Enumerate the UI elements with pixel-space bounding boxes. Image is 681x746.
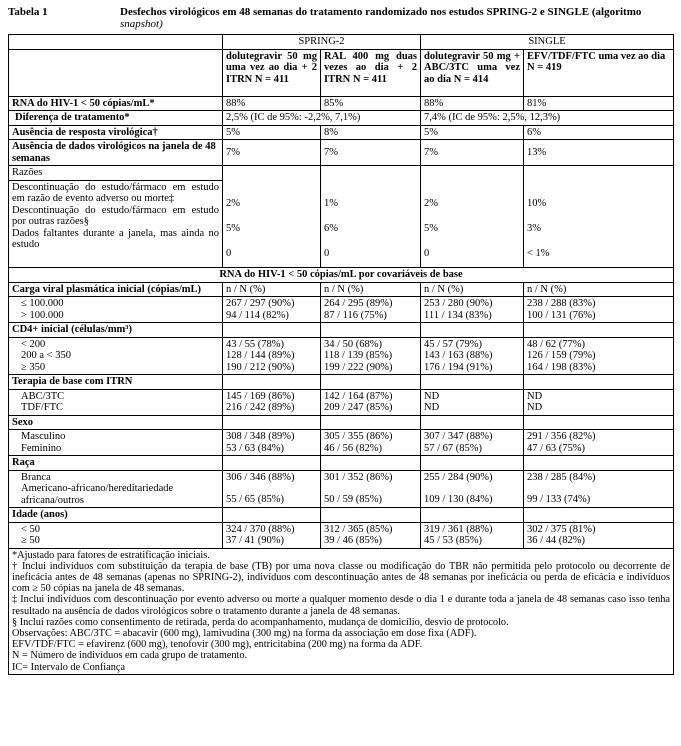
section-header-row — [9, 375, 674, 390]
covariate-value: 109 / 130 (84%) — [424, 494, 493, 505]
footnote: IC= Intervalo de Confiança — [12, 661, 126, 673]
covariate-value: 145 / 169 (86%) — [226, 390, 295, 402]
covariate-value: 255 / 284 (90%) — [424, 471, 493, 483]
covariate-value: 307 / 347 (88%) — [424, 431, 493, 442]
covariate-value: 57 / 67 (85%) — [424, 442, 483, 454]
covariate-label: TDF/FTC — [21, 402, 64, 413]
covariate-value: 50 / 59 (85%) — [324, 494, 383, 505]
covariate-value: 45 / 57 (79%) — [424, 338, 483, 350]
covariate-value: 209 / 247 (85%) — [324, 402, 393, 413]
covariate-value: 190 / 212 (90%) — [226, 361, 295, 373]
section-header-row — [9, 508, 674, 523]
covariate-value: 55 / 65 (85%) — [226, 494, 285, 505]
section-data-row — [9, 430, 674, 456]
covariate-label: < 200 — [21, 338, 46, 350]
footnote: *Ajustado para fatores de estratificação iniciais. — [12, 549, 210, 561]
group-spring2: SPRING-2 — [223, 35, 421, 50]
covariate-label: Americano-africano/hereditariedade africana/outros — [21, 483, 174, 506]
covariate-value: 48 / 62 (77%) — [527, 338, 586, 350]
covariate-value: 111 / 134 (83%) — [424, 309, 492, 321]
section-title: Terapia de base com ITRN — [9, 375, 223, 390]
noresp-row: Ausência de resposta virológica† 5% 8% 5% 6% — [9, 125, 674, 140]
footnote: ‡ Inclui indivíduos com descontinuação por evento adverso ou morte a qualquer momento desde o dia 1 e durante toda a janela de 48 semanas caso isso tenha resultado na ausência de dados virológicos sobre o tratamento durante a janela de 48 semanas. — [12, 594, 670, 617]
covariate-value: 238 / 285 (84%) — [527, 471, 596, 483]
covariate-value: ND — [527, 402, 543, 413]
covariate-value: ND — [527, 390, 543, 402]
reasons-row: Razões Descontinuação do estudo/fármaco em estudo em razão de evento adverso ou morte‡ Descontinuação do estudo/fármaco em estudo por outras razões§ Dados faltantes durante a janela, mas ainda no estudo 2% 5% 0 1% 6% 0 2% 5% 0 10% 3% < 1% — [9, 166, 674, 268]
section-data-row — [9, 389, 674, 415]
reason-adverse-label: Descontinuação do estudo/fármaco em estudo em razão de evento adverso ou morte‡ — [9, 180, 222, 205]
covariate-value: 126 / 159 (79%) — [527, 350, 596, 361]
covariate-value: 43 / 55 (78%) — [226, 338, 285, 350]
covariate-value: 128 / 144 (89%) — [226, 350, 295, 361]
covariate-value: 46 / 56 (82%) — [324, 442, 383, 454]
arms-header-row — [9, 49, 674, 96]
covariate-value: 36 / 44 (82%) — [527, 535, 586, 546]
covariate-value: 312 / 365 (85%) — [324, 523, 393, 535]
section-title: CD4+ inicial (células/mm³) — [9, 323, 223, 338]
covariate-value: ND — [424, 390, 440, 402]
section-header-row — [9, 415, 674, 430]
section-title: Sexo — [9, 415, 223, 430]
footnote: † Inclui indivíduos com substituição da terapia de base (TB) por uma nova classe ou modificação do TBR não permitida pelo protocolo ou decorrente de ineficácia antes de 48 semanas (apenas no SPRING-2), indivíduos com descontinuação antes de 48 semanas por ineficácia ou perda de eficácia e indivíduos com ≥ 50 cópias na janela de 48 semanas. — [12, 560, 670, 595]
group-header-row — [9, 35, 674, 50]
covariate-value: 45 / 53 (85%) — [424, 535, 483, 546]
covariate-label: ≥ 350 — [21, 361, 46, 373]
footnote: N = Número de indivíduos em cada grupo de tratamento. — [12, 650, 248, 662]
covariate-label: < 50 — [21, 523, 41, 535]
covariate-value: 308 / 348 (89%) — [226, 431, 295, 442]
footnote: EFV/TDF/FTC = efavirenz (600 mg), tenofovir (300 mg), entricitabina (200 mg) na forma da ADF. — [12, 639, 423, 651]
covariate-value: 39 / 46 (85%) — [324, 535, 383, 546]
covariate-label: Masculino — [21, 431, 66, 442]
arm-ral: RAL 400 mg duas vezes ao dia + 2 ITRN N = 411 — [321, 49, 421, 96]
reason-other-label: Descontinuação do estudo/fármaco em estudo por outras razões§ — [12, 204, 219, 227]
column-unit: n / N (%) — [223, 282, 321, 297]
covariate-value: 87 / 116 (75%) — [324, 309, 387, 321]
covariate-value: 253 / 280 (90%) — [424, 298, 493, 309]
arm-dtg-spring: dolutegravir 50 mg uma vez ao dia + 2 ITRN N = 411 — [223, 49, 321, 96]
covariate-value: 305 / 355 (86%) — [324, 431, 393, 442]
notes-row — [9, 548, 674, 674]
diff-row: Diferença de tratamento* 2,5% (IC de 95%: -2,2%, 7,1%) 7,4% (IC de 95%: 2,5%, 12,3%) — [9, 111, 674, 126]
arm-dtg-single: dolutegravir 50 mg + ABC/3TC uma vez ao dia N = 414 — [421, 49, 524, 96]
column-unit: n / N (%) — [321, 282, 421, 297]
outcomes-table — [8, 34, 674, 675]
covariate-value: 99 / 133 (74%) — [527, 494, 591, 505]
covariate-value: 267 / 297 (90%) — [226, 298, 295, 309]
covariate-label: ABC/3TC — [21, 390, 65, 402]
footnote: § Inclui razões como consentimento de retirada, perda do acompanhamento, mudança de domicílio, desvio de protocolo. — [12, 616, 509, 628]
covariate-value: 164 / 198 (83%) — [527, 361, 596, 373]
covariate-value: 143 / 163 (88%) — [424, 350, 493, 361]
reason-missing-label: Dados faltantes durante a janela, mas ainda no estudo — [12, 227, 219, 250]
covariate-value: ND — [424, 402, 440, 413]
covariate-value: 238 / 288 (83%) — [527, 298, 596, 309]
section-title: Carga viral plasmática inicial (cópias/mL) — [9, 282, 223, 297]
covariate-value: 100 / 131 (76%) — [527, 309, 596, 321]
covariate-value: 47 / 63 (75%) — [527, 442, 586, 454]
section-data-row — [9, 337, 674, 375]
covariate-value: 306 / 346 (88%) — [226, 471, 295, 483]
covariate-value: 142 / 164 (87%) — [324, 390, 393, 402]
section-data-row — [9, 297, 674, 323]
covariate-label: 200 a < 350 — [21, 350, 71, 361]
reasons-heading: Razões — [12, 167, 43, 178]
table-title: Desfechos virológicos em 48 semanas do tratamento randomizado nos estudos SPRING-2 e SINGLE (algoritmo snapshot) — [120, 6, 642, 30]
section-header-row — [9, 323, 674, 338]
covariate-value: 53 / 63 (84%) — [226, 442, 285, 454]
covariate-value: 291 / 356 (82%) — [527, 431, 596, 442]
nodata-row: Ausência de dados virológicos na janela de 48 semanas 7% 7% 7% 13% — [9, 140, 674, 166]
covariate-value: 176 / 194 (91%) — [424, 361, 493, 373]
table-label: Tabela 1 — [8, 6, 48, 18]
footnote: Observações: ABC/3TC = abacavir (600 mg), lamivudina (300 mg) na forma da associação em dose fixa (ADF). — [12, 627, 477, 639]
rna-row: RNA do HIV-1 < 50 cópias/mL* 88% 85% 88% 81% — [9, 96, 674, 111]
covariate-value: 118 / 139 (85%) — [324, 350, 393, 361]
section-data-row — [9, 522, 674, 548]
section-header-row — [9, 456, 674, 471]
covariate-label: ≥ 50 — [21, 535, 40, 546]
column-unit: n / N (%) — [421, 282, 524, 297]
section-data-row — [9, 470, 674, 508]
table-caption — [8, 6, 673, 30]
covariate-label: Branca — [21, 471, 51, 483]
column-unit: n / N (%) — [524, 282, 674, 297]
section-header-row — [9, 282, 674, 297]
section-title: Raça — [9, 456, 223, 471]
covariate-value: 34 / 50 (68%) — [324, 338, 383, 350]
section-title: Idade (anos) — [9, 508, 223, 523]
covariate-value: 37 / 41 (90%) — [226, 535, 285, 546]
group-single: SINGLE — [421, 35, 674, 50]
covariate-label: Feminino — [21, 442, 62, 454]
covariate-value: 319 / 361 (88%) — [424, 523, 493, 535]
covariate-label: > 100.000 — [21, 309, 64, 321]
covariates-title-row: RNA do HIV-1 < 50 cópias/mL por covariáveis de base — [9, 268, 674, 283]
covariate-value: 264 / 295 (89%) — [324, 298, 393, 309]
covariate-value: 216 / 242 (89%) — [226, 402, 295, 413]
covariate-label: ≤ 100.000 — [21, 298, 64, 309]
covariate-value: 199 / 222 (90%) — [324, 361, 393, 373]
covariate-value: 301 / 352 (86%) — [324, 471, 393, 483]
covariate-value: 94 / 114 (82%) — [226, 309, 289, 321]
footnotes — [9, 548, 674, 674]
covariate-value: 324 / 370 (88%) — [226, 523, 295, 535]
covariate-value: 302 / 375 (81%) — [527, 523, 596, 535]
arm-efv: EFV/TDF/FTC uma vez ao dia N = 419 — [524, 49, 674, 96]
